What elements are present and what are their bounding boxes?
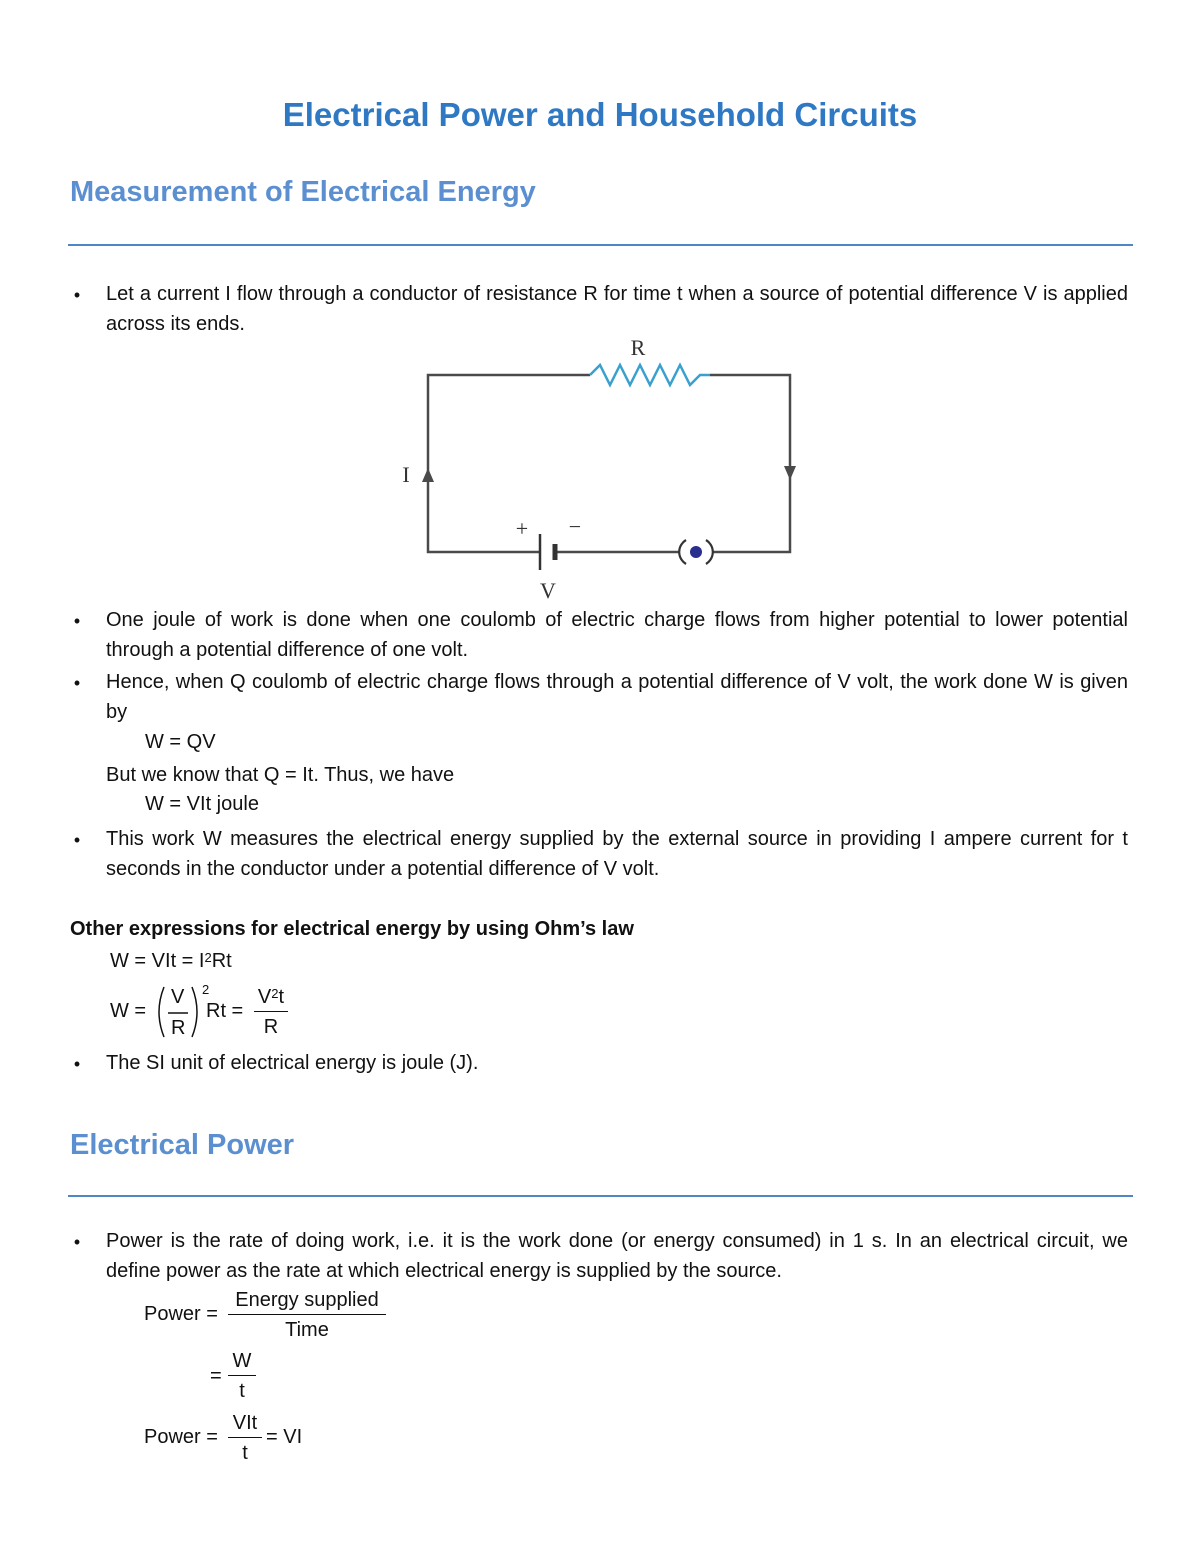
energy-bullet-3: Hence, when Q coulomb of electric charge flows through a potential difference of V volt, the work done W is given by [106, 671, 1128, 723]
power-frac3-den: t [242, 1442, 248, 1464]
plug-key [679, 540, 713, 564]
label-plus: + [515, 516, 529, 541]
power-fraction-2 [228, 1349, 256, 1403]
section-divider [68, 1195, 1133, 1197]
section-heading-power: Electrical Power [70, 1129, 295, 1161]
eq4-den: R [171, 1017, 186, 1039]
eq3-sup: 2 [204, 950, 212, 965]
eq4-frac-num [254, 985, 288, 1012]
energy-bullet-4: This work W measures the electrical energy supplied by the external source in providing I ampere current for t seconds in the conductor under a potential difference of V volt. [106, 828, 1128, 880]
section-heading-energy: Measurement of Electrical Energy [70, 176, 536, 208]
eq4-mid: Rt = [206, 1000, 244, 1022]
power-frac2-num: W [228, 1349, 256, 1376]
equation-i2rt [110, 949, 232, 973]
equation-v2t-over-r [108, 980, 308, 1040]
eq3-left: W = VIt = I [110, 950, 205, 972]
current-arrow-down [784, 466, 796, 480]
eq4-frac-den: R [263, 1016, 279, 1038]
label-R: R [630, 335, 646, 360]
power-frac1-num: Energy supplied [228, 1288, 386, 1315]
power-frac1-den: Time [285, 1319, 329, 1341]
power-label-1: Power = [144, 1303, 218, 1325]
power-eq-2: = [210, 1365, 222, 1387]
page-title: Electrical Power and Household Circuits [282, 96, 918, 133]
label-minus: − [568, 514, 582, 539]
eq4-fraction [254, 985, 288, 1039]
bullet-marker: • [73, 673, 81, 693]
bullet-marker: • [73, 1232, 81, 1252]
label-V: V [540, 578, 556, 603]
label-I: I [402, 462, 410, 487]
bullet-marker: • [73, 1054, 81, 1074]
power-label-3: Power = [144, 1426, 218, 1448]
bullet-marker: • [73, 830, 81, 850]
eq4-exp: 2 [202, 982, 210, 997]
paragraph-q-it: But we know that Q = It. Thus, we have [106, 764, 455, 786]
equation-w-qv: W = QV [145, 731, 216, 753]
bullet-marker: • [73, 611, 81, 631]
power-frac2-den: t [239, 1380, 245, 1402]
energy-bullet-2: One joule of work is done when one coulomb of electric charge flows from higher potential to lower potential through a potential difference of one volt. [106, 609, 1128, 661]
energy-bullet-5: The SI unit of electrical energy is joule (J). [106, 1052, 479, 1074]
power-bullet-1: Power is the rate of doing work, i.e. it is the work done (or energy consumed) in 1 s. In an electrical circuit, we define power as the rate at which electrical energy is supplied by the source. [106, 1230, 1128, 1282]
power-fraction-1 [228, 1288, 386, 1342]
bullet-marker: • [73, 285, 81, 305]
eq4-frac-num-t: t [278, 986, 285, 1008]
eq4-num: V [171, 986, 185, 1008]
energy-bullet-1: Let a current I flow through a conductor of resistance R for time t when a source of potential difference V is applied across its ends. [106, 283, 1128, 335]
eq3-right: Rt [211, 950, 232, 972]
eq4-w: W = [110, 1000, 147, 1022]
eq4-frac-num-sup: 2 [271, 986, 279, 1001]
equation-w-vit: W = VIt joule [145, 793, 259, 815]
section-divider [68, 244, 1133, 246]
battery-cell [540, 534, 555, 570]
ohms-law-subheading: Other expressions for electrical energy by using Ohm’s law [70, 918, 634, 940]
current-arrow-up [422, 468, 434, 482]
circuit-diagram [390, 330, 820, 605]
power-fraction-3 [228, 1411, 262, 1465]
power-frac3-num: VIt [228, 1411, 262, 1438]
eq4-frac-num-v: V [257, 986, 272, 1008]
circuit-wires [428, 375, 790, 552]
resistor-zigzag [590, 365, 710, 385]
power-result: = VI [266, 1426, 303, 1448]
